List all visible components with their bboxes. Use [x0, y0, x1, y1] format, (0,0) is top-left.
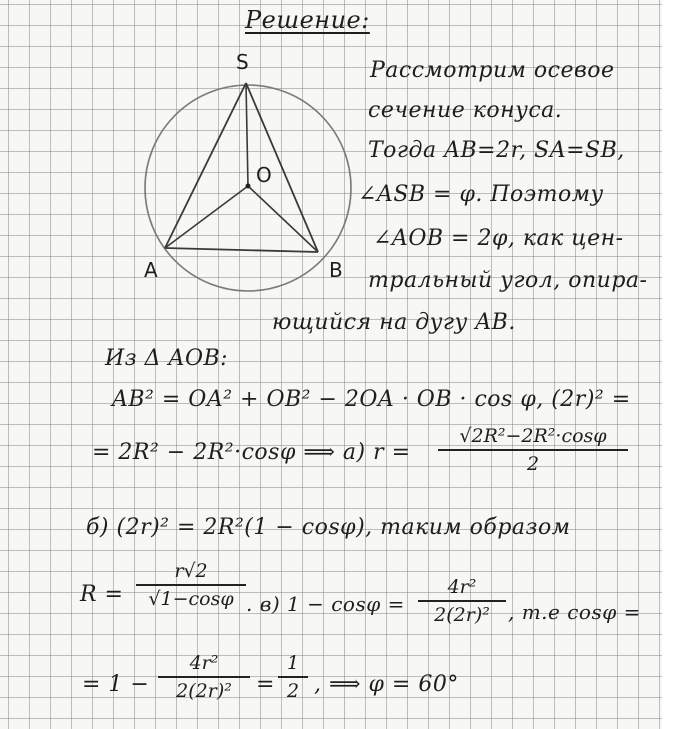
- label-a: A: [144, 258, 159, 282]
- fraction-one-half-bar: [278, 676, 308, 678]
- fraction-big-r-numerator: r√2: [174, 560, 208, 582]
- fraction-one-half-denominator: 2: [286, 680, 300, 702]
- text-line-9: AB² = OA² + OB² − 2OA · OB · cos φ, (2r)² =: [112, 387, 631, 412]
- fraction-one-minus-cos-numerator: 4r²: [447, 576, 477, 598]
- base-ab: [165, 248, 318, 252]
- text-line-12-mid: . в) 1 − cosφ =: [246, 592, 405, 616]
- text-line-13-eq: =: [256, 672, 275, 697]
- fraction-one-minus-cos-denominator: 2(2r)²: [434, 604, 490, 626]
- side-sa: [165, 83, 246, 248]
- text-line-13-right: , ⟹ φ = 60°: [314, 672, 459, 697]
- fraction-one-half-numerator: 1: [286, 652, 300, 674]
- fraction-big-r: [136, 560, 246, 610]
- text-line-5: ∠AOB = 2φ, как цен-: [373, 226, 624, 251]
- text-line-1: Рассмотрим осевое: [370, 58, 615, 83]
- fraction-big-r-denominator: √1−cosφ: [148, 588, 234, 610]
- fraction-r-numerator: √2R²−2R²·cosφ: [459, 425, 607, 447]
- fraction-cos-phi-denominator: 2(2r)²: [176, 680, 232, 702]
- fraction-one-half: [278, 652, 308, 702]
- fraction-one-minus-cos-bar: [418, 600, 506, 602]
- fraction-r: [438, 425, 628, 475]
- segment-ob: [248, 186, 318, 252]
- fraction-cos-phi-numerator: 4r²: [189, 652, 219, 674]
- fraction-one-minus-cos: [418, 576, 506, 626]
- text-line-8: Из Δ AOB:: [105, 346, 229, 371]
- fraction-r-bar: [438, 449, 628, 451]
- text-line-4: ∠ASB = φ. Поэтому: [358, 182, 604, 207]
- label-s: S: [236, 50, 250, 74]
- label-b: B: [329, 258, 344, 282]
- text-line-12-right: , т.е cosφ =: [508, 600, 641, 624]
- text-line-11: б) (2r)² = 2R²(1 − cosφ), таким образом: [86, 515, 571, 540]
- text-line-3: Тогда AB=2r, SA=SB,: [368, 138, 625, 163]
- label-o: O: [256, 163, 273, 187]
- fraction-big-r-bar: [136, 584, 246, 586]
- text-line-10: = 2R² − 2R²·cosφ ⟹ а) r =: [92, 440, 411, 465]
- text-line-6: тральный угол, опира-: [368, 268, 648, 293]
- solution-title: Решение:: [245, 6, 370, 34]
- text-line-7: ющийся на дугу AB.: [272, 310, 516, 335]
- text-line-2: сечение конуса.: [368, 98, 563, 123]
- text-line-12-left: R =: [80, 582, 124, 607]
- fraction-cos-phi-bar: [158, 676, 250, 678]
- segment-oa: [165, 186, 248, 248]
- fraction-cos-phi: [158, 652, 250, 702]
- text-line-13-left: = 1 −: [82, 672, 150, 697]
- fraction-r-denominator: 2: [526, 453, 540, 475]
- center-point-o: [246, 184, 251, 189]
- segment-so: [246, 83, 248, 186]
